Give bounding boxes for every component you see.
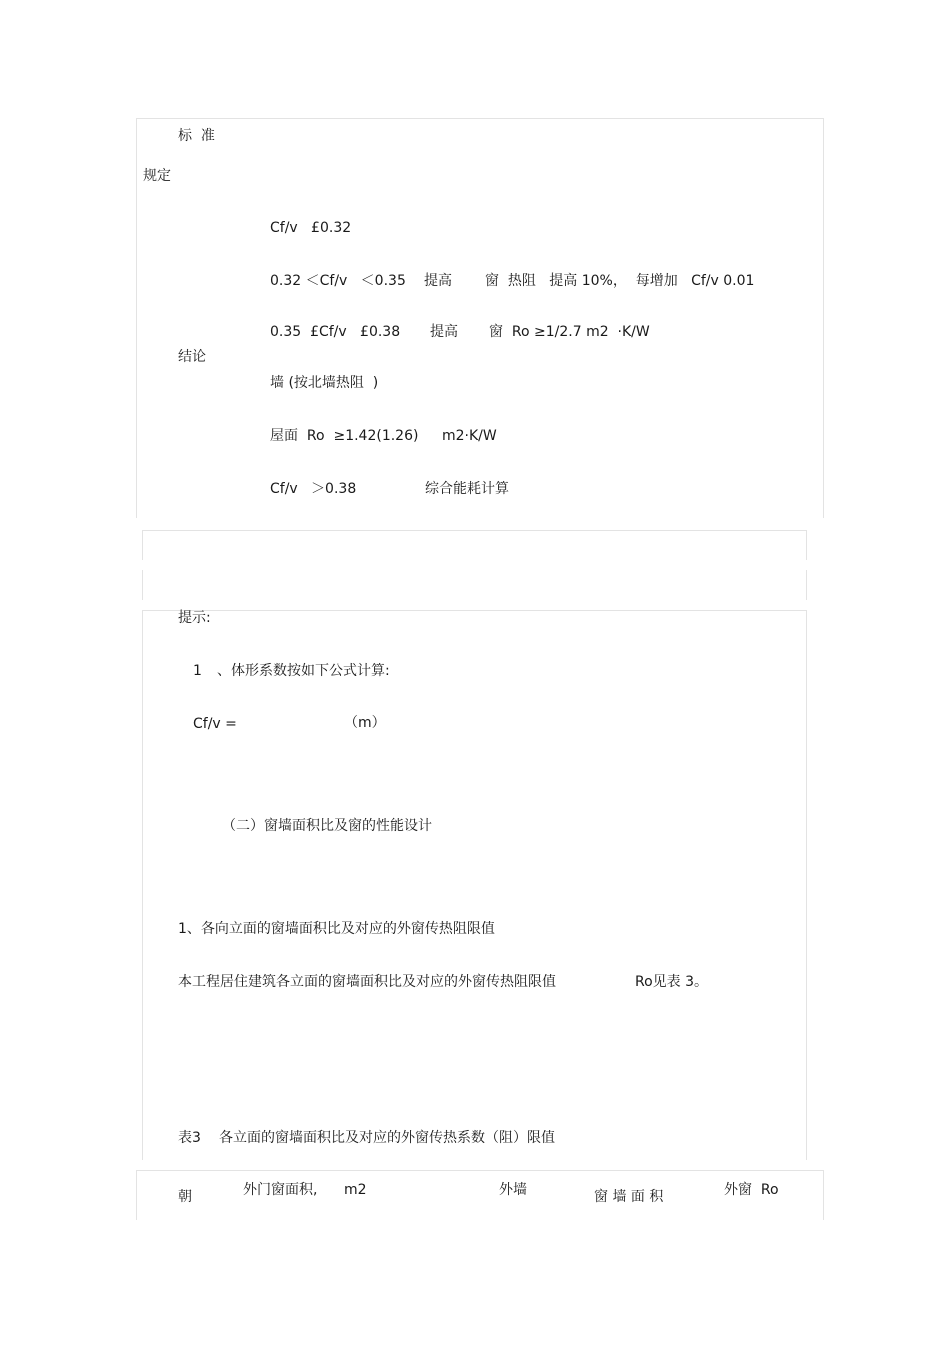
notes-right-border [806,610,807,1160]
table3-caption-text: 各立面的窗墙面积比及对应的外窗传热系数（阻）限值 [219,1130,555,1146]
table1-right-border [823,118,824,518]
table1-row3-col2: 提高 [430,324,458,340]
notes-top-border [142,610,807,611]
note-item1-number: 1 [193,663,202,679]
table3-header-unit: m2 [344,1182,367,1198]
table1-header-rule: 规定 [143,168,171,184]
table1-row3-col1: 0.35 £Cf/v £0.38 [270,324,401,340]
table1-row4-col1: 墙 (按北墙热阻 ) [270,375,379,391]
table1-row5-col2: m2·K/W [442,428,497,444]
empty-strip-2 [142,570,807,600]
table1-row2-col2: 提高 [424,273,452,289]
table3-top-border [136,1170,824,1171]
section2-paragraph-ref: Ro见表 3。 [635,974,709,990]
notes-left-border [142,610,143,1160]
table1-row6-col1: Cf/v ＞0.38 [270,481,357,497]
section2-paragraph: 本工程居住建筑各立面的窗墙面积比及对应的外窗传热阻限值 [178,974,556,990]
table3-header-door-window-area: 外门窗面积, [243,1182,318,1198]
table1-row5-col1: 屋面 Ro ≥1.42(1.26) [270,428,419,444]
note-item1-text: 、体形系数按如下公式计算: [217,663,390,679]
table1-row2-col3: 窗 热阻 提高 10%， 每增加 Cf/v 0.01 [485,273,755,289]
formula-unit: （m） [344,715,386,731]
table3-header-window-wall-area: 窗 墙 面 积 [594,1189,664,1205]
hint-label: 提示: [178,610,211,626]
table1-row3-col3: 窗 Ro ≥1/2.7 m2 ·K/W [489,324,650,340]
table1-row6-col2: 综合能耗计算 [425,481,509,497]
table3-caption-number: 表3 [178,1130,201,1146]
table3-left-border [136,1170,137,1220]
formula-lhs: Cf/v = [193,716,237,732]
table3-header-orientation: 朝 [178,1189,192,1205]
table3-header-exterior-wall: 外墙 [499,1182,527,1198]
table3-header-window-ro: 外窗 Ro [724,1182,779,1198]
table1-row1-col1: Cf/v £0.32 [270,220,352,236]
section2-heading: （二）窗墙面积比及窗的性能设计 [222,818,432,834]
table3-right-border [823,1170,824,1220]
table1-conclusion-label: 结论 [178,349,206,365]
section2-sub1: 1、各向立面的窗墙面积比及对应的外窗传热阻限值 [178,921,495,937]
empty-strip-1 [142,530,807,560]
table1-left-border [136,118,137,518]
table1-top-border [136,118,824,119]
table1-row2-col1: 0.32 ＜Cf/v ＜0.35 [270,273,406,289]
table1-header-standard: 标 准 [178,128,215,144]
